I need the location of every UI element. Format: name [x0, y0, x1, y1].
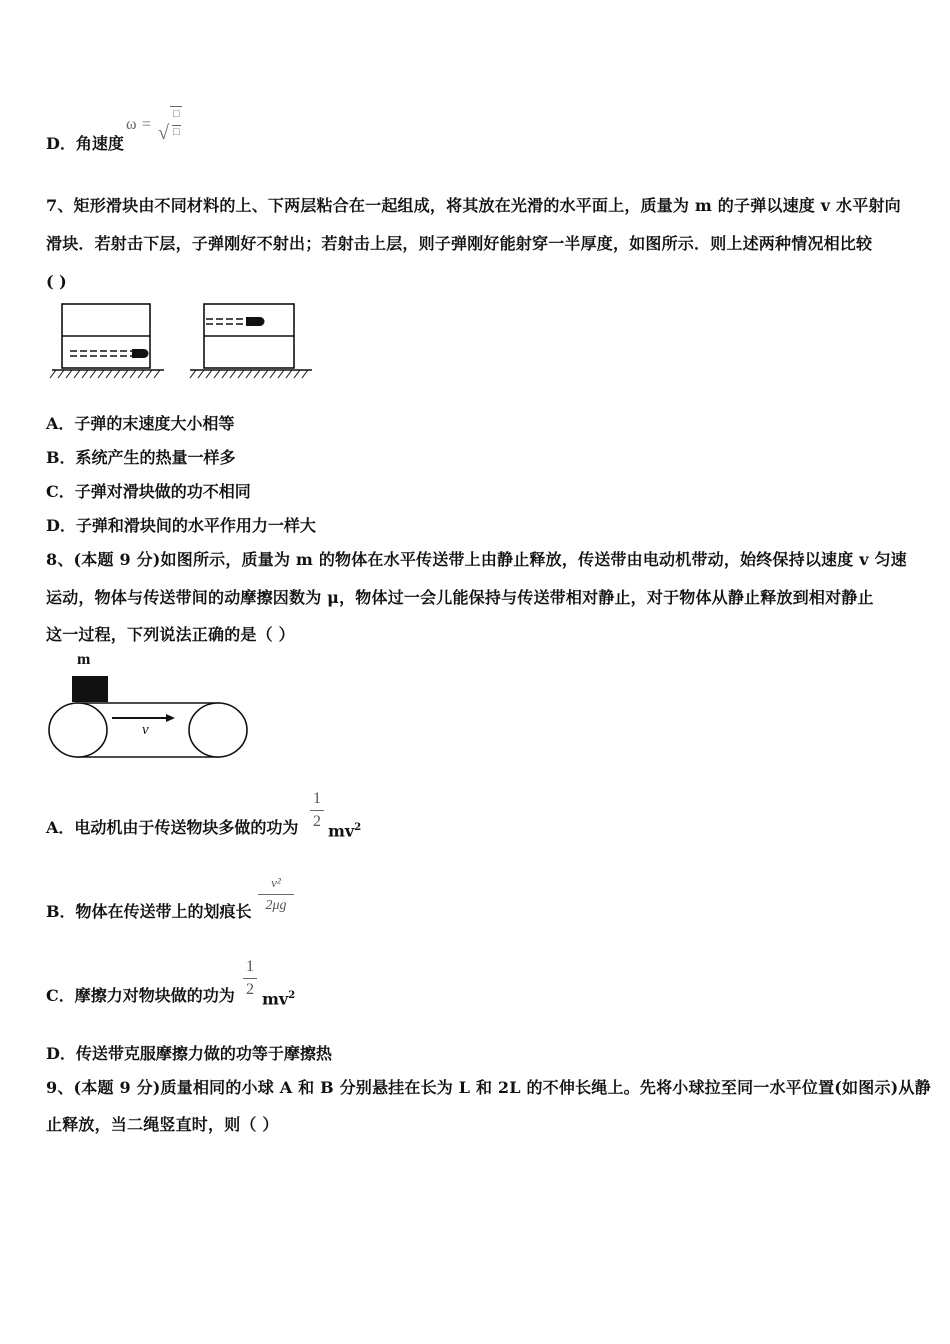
fraction-bar [258, 894, 294, 895]
q8-conveyor-figure [44, 648, 254, 760]
q6-option-d [46, 134, 124, 154]
q9-stem-line1: 9、(本题 9 分)质量相同的小球 A 和 B 分别悬挂在长为 L 和 2L 的不伸长绳上。先将小球拉至同一水平位置(如图示)从静 [46, 1078, 931, 1097]
fraction-denominator: 2 [313, 813, 321, 830]
q8-stem-line2: 运动，物体与传送带间的动摩擦因数为 μ，物体过一会儿能保持与传送带相对静止，对于物体从静止释放到相对静止 [46, 588, 874, 607]
q8-option-b-text: B．物体在传送带上的划痕长 [46, 902, 252, 921]
q8-option-a-fraction [310, 790, 324, 831]
q7-ground-right [190, 370, 312, 378]
q7-option-c: C．子弹对滑块做的功不相同 [46, 482, 251, 501]
bullet-icon [132, 349, 149, 358]
q7-stem-line2: 滑块．若射击下层，子弹刚好不射出；若射击上层，则子弹刚好能射穿一半厚度，如图所示．则上述两种情况相比较 [46, 234, 873, 253]
q8-option-a [46, 818, 298, 838]
arrow-head-icon [166, 714, 175, 722]
q7-option-b: B．系统产生的热量一样多 [46, 448, 236, 467]
q7-option-d: D．子弹和滑块间的水平作用力一样大 [46, 516, 316, 535]
q6-option-d-label: D．角速度 [46, 134, 124, 153]
q9-stem-line2: 止释放，当二绳竖直时，则（ ） [46, 1115, 279, 1134]
omega-symbol: ω [126, 116, 137, 133]
mass-label: m [77, 651, 91, 668]
sqrt-overline [170, 106, 182, 107]
q7-stem-line1: 7、矩形滑块由不同材料的上、下两层粘合在一起组成，将其放在光滑的水平面上，质量为 m 的子弹以速度 v 水平射向 [46, 196, 901, 215]
exponent: 2 [288, 990, 296, 1001]
block-mass [72, 676, 108, 702]
q7-option-a: A．子弹的末速度大小相等 [46, 414, 235, 433]
velocity-label: v [142, 722, 149, 738]
sqrt-sign: √ [158, 122, 169, 144]
mv-text: mv [328, 821, 355, 841]
fraction-numerator: 1 [313, 790, 321, 807]
fraction-numerator: v² [271, 875, 281, 890]
fraction-numerator: 1 [246, 958, 254, 975]
exponent: 2 [354, 822, 362, 833]
q8-option-b-fraction [258, 874, 294, 915]
q8-stem-line1: 8、(本题 9 分)如图所示，质量为 m 的物体在水平传送带上由静止释放，传送带由电动机带动，始终保持以速度 v 匀速 [46, 550, 907, 569]
q7-answer-paren: ( ) [46, 272, 67, 291]
q7-block-lower-shot [62, 304, 150, 368]
q8-option-c-tail [262, 986, 295, 1009]
fraction-bar [243, 978, 257, 979]
q8-option-c-text: C．摩擦力对物块做的功为 [46, 986, 235, 1005]
sqrt-numerator: □ [173, 108, 180, 120]
fraction-denominator: 2μg [265, 898, 287, 913]
q8-option-b [46, 902, 252, 922]
q8-option-a-text: A．电动机由于传送物块多做的功为 [46, 818, 299, 837]
left-pulley [49, 703, 107, 757]
q8-option-c [46, 986, 235, 1006]
q7-block-upper-shot [204, 304, 294, 368]
q8-option-a-tail [328, 818, 361, 841]
fraction-denominator: 2 [246, 981, 254, 998]
q7-figure [46, 298, 316, 380]
q8-option-d: D．传送带克服摩擦力做的功等于摩擦热 [46, 1044, 332, 1063]
q7-ground-left [50, 370, 164, 378]
right-pulley [189, 703, 247, 757]
q8-option-c-fraction [243, 958, 257, 999]
fraction-bar [310, 810, 324, 811]
sqrt-denominator: □ [173, 126, 180, 138]
sqrt-fraction-bar [172, 125, 181, 126]
equals-sign: = [142, 116, 152, 133]
mv-text: mv [262, 989, 289, 1009]
q8-stem-line3: 这一过程，下列说法正确的是（ ） [46, 625, 295, 644]
bullet-icon [246, 317, 265, 326]
